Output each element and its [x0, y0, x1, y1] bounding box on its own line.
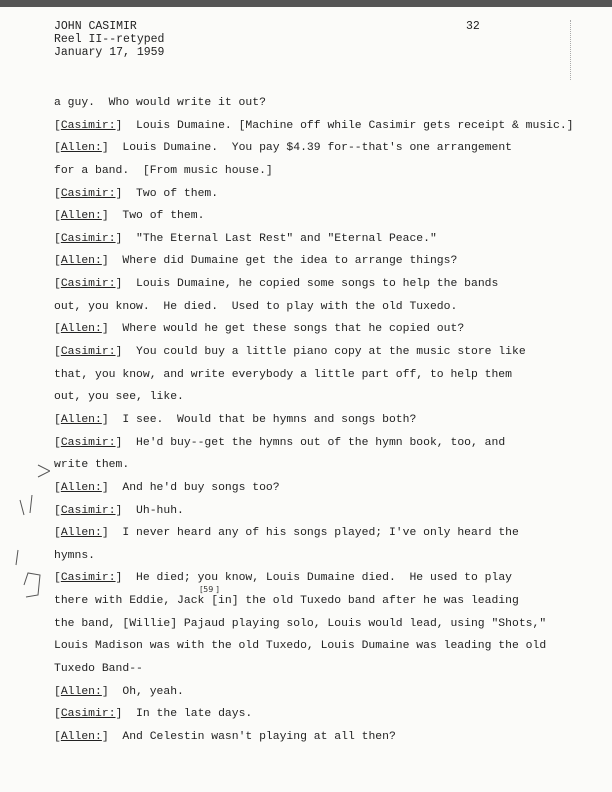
speaker-name: Casimir: [60, 232, 116, 245]
transcript-line [54, 545, 584, 568]
reel-label: Reel II--retyped [54, 33, 165, 46]
line-text: Louis Madison was with the old Tuxedo, Louis Dumaine was leading the old [54, 640, 547, 653]
line-text: I see. Would that be hymns and songs both? [122, 413, 417, 426]
transcript-line: [Casimir:] Louis Dumaine, he copied some songs to help the bands [54, 278, 499, 291]
handwritten-insert-note: [59 ] [200, 585, 219, 594]
transcript-line [54, 364, 584, 387]
transcript-line: [Allen:] I see. Would that be hymns and songs both? [54, 413, 417, 426]
transcript-line: [Casimir:] Uh-huh. [54, 504, 184, 517]
line-text: Louis Dumaine. [Machine off while Casimir gets receipt & music.] [136, 119, 574, 132]
speaker-name: Casimir: [60, 708, 116, 721]
line-text: Where did Dumaine get the idea to arrange things? [122, 255, 458, 268]
line-text: Two of them. [136, 187, 219, 200]
line-text: Where would he get these songs that he copied out? [122, 323, 465, 336]
speaker-name: Casimir: [60, 187, 116, 200]
transcript-line: [Casimir:] You could buy a little piano copy at the music store like [54, 346, 526, 359]
interviewee-name: JOHN CASIMIR [54, 20, 137, 33]
line-text: out, you see, like. [54, 391, 184, 404]
transcript-line: [Allen:] Louis Dumaine. You pay $4.39 for--that's one arrangement [54, 142, 512, 155]
line-text: hymns. [54, 549, 96, 562]
speaker-name: Casimir: [60, 436, 116, 449]
line-text: I never heard any of his songs played; I've only heard the [122, 527, 519, 540]
transcript-line [54, 296, 584, 319]
line-text: Oh, yeah. [122, 685, 184, 698]
speaker-name: Allen: [60, 730, 102, 743]
speaker-name: Allen: [60, 210, 102, 223]
line-text: You could buy a little piano copy at the music store like [136, 346, 526, 359]
speaker-name: Casimir: [60, 346, 116, 359]
speaker-name: Allen: [60, 323, 102, 336]
transcript-line [54, 160, 584, 183]
line-text: Louis Dumaine. You pay $4.39 for--that's one arrangement [122, 142, 512, 155]
line-text: that, you know, and write everybody a little part off, to help them [54, 368, 512, 381]
line-text: He'd buy--get the hymns out of the hymn book, too, and [136, 436, 506, 449]
speaker-name: Allen: [60, 527, 102, 540]
line-text: "The Eternal Last Rest" and "Eternal Peace." [136, 232, 437, 245]
transcript-line [54, 613, 584, 636]
line-text: And Celestin wasn't playing at all then? [122, 730, 396, 743]
speaker-name: Allen: [60, 685, 102, 698]
speaker-name: Casimir: [60, 504, 116, 517]
transcript-line [54, 590, 584, 613]
line-text: Tuxedo Band-- [54, 663, 143, 676]
speaker-name: Allen: [60, 142, 102, 155]
transcript-body [54, 92, 584, 749]
speaker-name: Casimir: [60, 572, 116, 585]
line-text: write them. [54, 459, 130, 472]
line-text: there with Eddie, Jack [in] the old Tuxedo band after he was leading [54, 595, 519, 608]
transcript-line: [Allen:] Two of them. [54, 210, 205, 223]
line-text: And he'd buy songs too? [122, 481, 280, 494]
transcript-line [54, 658, 584, 681]
speaker-name: Casimir: [60, 119, 116, 132]
transcript-line: [Casimir:] He'd buy--get the hymns out of the hymn book, too, and [54, 436, 506, 449]
speaker-name: Casimir: [60, 278, 116, 291]
speaker-name: Allen: [60, 255, 102, 268]
document-header [54, 20, 164, 59]
transcript-line: [Allen:] Where would he get these songs that he copied out? [54, 323, 465, 336]
transcript-line: [Casimir:] "The Eternal Last Rest" and "Eternal Peace." [54, 232, 437, 245]
speaker-name: Allen: [60, 413, 102, 426]
transcript-line [54, 454, 584, 477]
margin-arrow-mark [10, 455, 50, 615]
scan-edge-marks [570, 20, 575, 80]
transcript-line: [Allen:] And he'd buy songs too? [54, 481, 280, 494]
line-text: Two of them. [122, 210, 205, 223]
transcript-line: [Allen:] Where did Dumaine get the idea to arrange things? [54, 255, 458, 268]
line-text: out, you know. He died. Used to play with the old Tuxedo. [54, 300, 458, 313]
transcript-line: [Casimir:] Two of them. [54, 187, 219, 200]
line-text: He died; you know, Louis Dumaine died. He used to play [136, 572, 512, 585]
line-text: the band, [Willie] Pajaud playing solo, Louis would lead, using "Shots," [54, 617, 547, 630]
transcript-line: [Allen:] And Celestin wasn't playing at all then? [54, 730, 396, 743]
line-text: Uh-huh. [136, 504, 184, 517]
transcript-line: [Casimir:] He died; you know, Louis Dumaine died. He used to play [54, 572, 512, 585]
scan-top-border [0, 0, 612, 7]
line-text: a guy. Who would write it out? [54, 97, 266, 109]
line-text: Louis Dumaine, he copied some songs to help the bands [136, 278, 499, 291]
line-text: In the late days. [136, 708, 253, 721]
transcript-line: [Allen:] I never heard any of his songs played; I've only heard the [54, 527, 519, 540]
speaker-name: Allen: [60, 481, 102, 494]
page-number: 32 [466, 20, 480, 33]
transcript-line [54, 92, 584, 115]
transcript-line [54, 386, 584, 409]
transcript-line: [Casimir:] In the late days. [54, 708, 253, 721]
transcript-line: [Casimir:] Louis Dumaine. [Machine off while Casimir gets receipt & music.] [54, 119, 574, 132]
line-text: for a band. [From music house.] [54, 164, 273, 177]
interview-date: January 17, 1959 [54, 46, 165, 59]
transcript-line [54, 635, 584, 658]
transcript-line: [Allen:] Oh, yeah. [54, 685, 184, 698]
